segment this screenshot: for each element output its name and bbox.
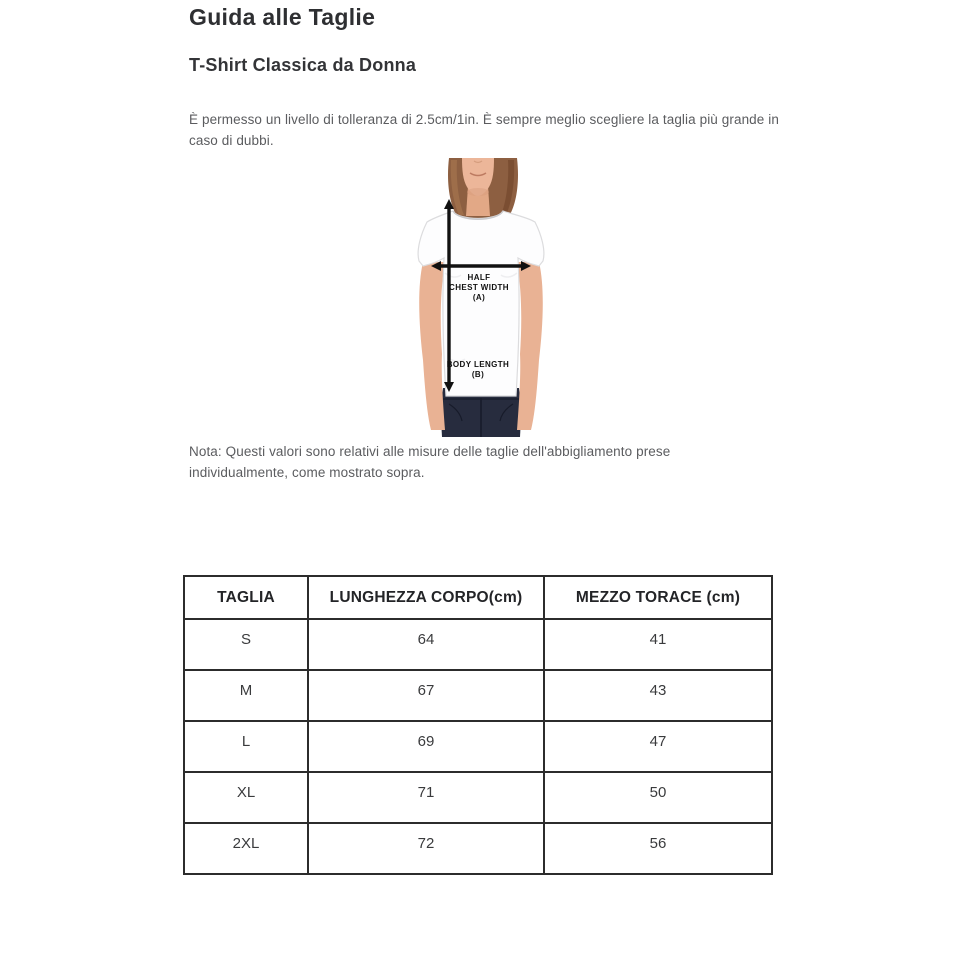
cell-mezzo-torace: 47 bbox=[544, 721, 772, 772]
measurement-figure bbox=[365, 158, 615, 437]
header-lunghezza-corpo: LUNGHEZZA CORPO(cm) bbox=[308, 576, 544, 619]
cell-mezzo-torace: 50 bbox=[544, 772, 772, 823]
size-table-row bbox=[184, 823, 772, 874]
half-chest-label-line3: (A) bbox=[472, 293, 486, 302]
size-table-header-row bbox=[184, 576, 772, 619]
cell-taglia: XL bbox=[184, 772, 308, 823]
body-length-label-line1: BODY LENGTH bbox=[446, 360, 510, 369]
page-title: Guida alle Taglie bbox=[189, 4, 376, 30]
cell-taglia: 2XL bbox=[184, 823, 308, 874]
cell-lunghezza-corpo: 71 bbox=[308, 772, 544, 823]
size-table-row bbox=[184, 772, 772, 823]
product-subtitle: T-Shirt Classica da Donna bbox=[189, 55, 417, 75]
size-table-row bbox=[184, 721, 772, 772]
size-table-row bbox=[184, 619, 772, 670]
cell-mezzo-torace: 43 bbox=[544, 670, 772, 721]
body-length-label-line2: (B) bbox=[471, 370, 485, 379]
size-table bbox=[183, 575, 773, 875]
tolerance-paragraph: È permesso un livello di tolleranza di 2.5cm/1in. È sempre meglio scegliere la taglia più grande in caso di dubbi. bbox=[189, 112, 779, 148]
cell-taglia: L bbox=[184, 721, 308, 772]
cell-lunghezza-corpo: 67 bbox=[308, 670, 544, 721]
half-chest-label-line1: HALF bbox=[467, 273, 491, 282]
header-taglia: TAGLIA bbox=[184, 576, 308, 619]
size-table-body bbox=[184, 619, 772, 874]
half-chest-label-line2: CHEST WIDTH bbox=[449, 283, 509, 292]
model-photo-illustration bbox=[365, 158, 615, 437]
note-paragraph: Nota: Questi valori sono relativi alle misure delle taglie dell'abbigliamento prese individualmente, come mostrato sopra. bbox=[189, 444, 671, 480]
cell-lunghezza-corpo: 64 bbox=[308, 619, 544, 670]
size-table-row bbox=[184, 670, 772, 721]
cell-mezzo-torace: 56 bbox=[544, 823, 772, 874]
cell-taglia: S bbox=[184, 619, 308, 670]
cell-lunghezza-corpo: 69 bbox=[308, 721, 544, 772]
cell-lunghezza-corpo: 72 bbox=[308, 823, 544, 874]
cell-taglia: M bbox=[184, 670, 308, 721]
header-mezzo-torace: MEZZO TORACE (cm) bbox=[544, 576, 772, 619]
cell-mezzo-torace: 41 bbox=[544, 619, 772, 670]
